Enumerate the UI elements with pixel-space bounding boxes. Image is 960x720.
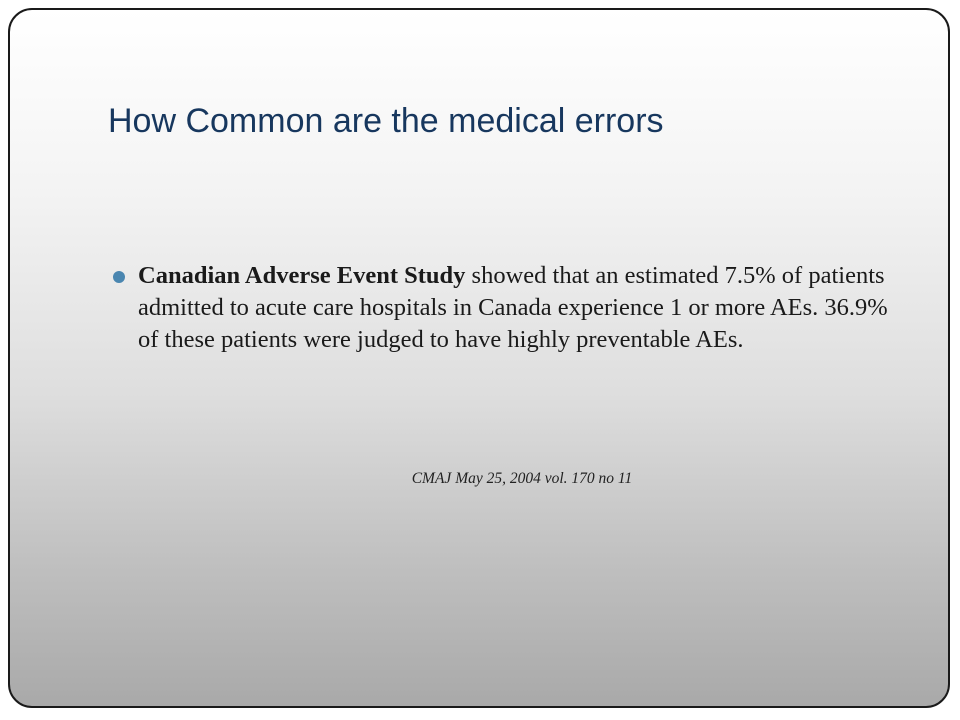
bullet-list [110, 260, 900, 356]
bullet-dot-icon [113, 271, 125, 283]
bullet-bold-text: Canadian Adverse Event Study [138, 262, 466, 289]
bullet-text: showed that an estimated 7.5% of patients admitted to acute care hospitals in Canada experience 1 or more AEs. 36.9% of these patients were judged to have highly preventable AEs. [138, 262, 888, 353]
bullet-item [110, 260, 900, 356]
slide-title: How Common are the medical errors [108, 102, 664, 140]
citation: CMAJ May 25, 2004 vol. 170 no 11 [411, 470, 633, 487]
slide-frame [8, 8, 950, 708]
